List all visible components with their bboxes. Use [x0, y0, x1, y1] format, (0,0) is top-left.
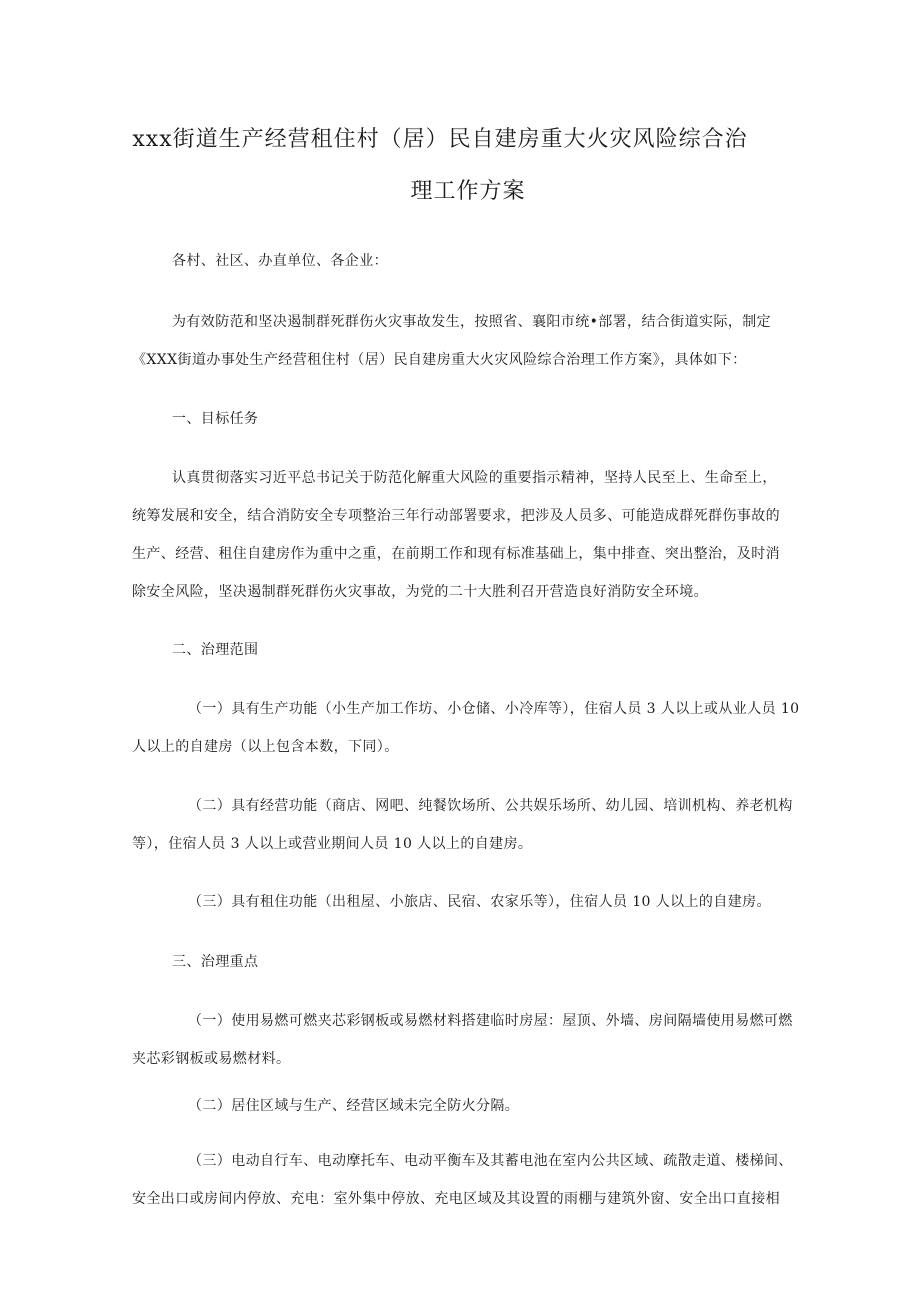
salutation: 各村、社区、办直单位、各企业：: [172, 253, 388, 269]
intro-line-1: 为有效防范和坚决遏制群死群伤火灾事故发生，按照省、襄阳市统•部署，结合街道实际，制定: [172, 314, 772, 330]
section-2-item-2-line-2: 等），住宿人员 3 人以上或营业期间人员 10 人以上的自建房。: [132, 836, 533, 852]
document-title-line-2: 理工作方案: [410, 179, 526, 204]
section-3-item-1-line-1: （一）使用易燃可燃夹芯彩钢板或易燃材料搭建临时房屋：屋顶、外墙、房间隔墙使用易燃可燃: [188, 1013, 793, 1029]
section-3-item-3-line-1: （三）电动自行车、电动摩托车、电动平衡车及其蓄电池在室内公共区域、疏散走道、楼梯间、: [188, 1153, 793, 1169]
section-1-line-2: 统筹发展和安全，结合消防安全专项整治三年行动部署要求，把涉及人员多、可能造成群死群伤事故的: [132, 508, 780, 524]
intro-line-2: 《XXX街道办事处生产经营租住村（居）民自建房重大火灾风险综合治理工作方案》，具体如下：: [132, 352, 747, 368]
section-2-item-2-line-1: （二）具有经营功能（商店、网吧、纯餐饮场所、公共娱乐场所、幼儿园、培训机构、养老机构: [188, 798, 793, 814]
section-1-line-4: 除安全风险，坚决遏制群死群伤火灾事故，为党的二十大胜利召开营造良好消防安全环境。: [132, 584, 708, 600]
section-3-item-3-line-2: 安全出口或房间内停放、充电：室外集中停放、充电区域及其设置的雨棚与建筑外窗、安全出口直接相: [132, 1191, 780, 1207]
section-1-line-3: 生产、经营、租住自建房作为重中之重，在前期工作和现有标准基础上，集中排查、突出整治，及时消: [132, 546, 780, 562]
section-2-item-3-line-1: （三）具有租住功能（出租屋、小旅店、民宿、农家乐等），住宿人员 10 人以上的自建房。: [188, 894, 771, 910]
document-title-line-1: xxx街道生产经营租住村（居）民自建房重大火灾风险综合治: [132, 127, 748, 152]
section-3-item-2-line-1: （二）居住区域与生产、经营区域未完全防火分隔。: [188, 1098, 520, 1114]
section-2-item-1-line-2: 人以上的自建房（以上包含本数，下同）。: [132, 739, 399, 755]
section-3-item-1-line-2: 夹芯彩钢板或易燃材料。: [132, 1051, 291, 1067]
section-1-heading: 一、目标任务: [172, 411, 259, 427]
section-2-item-1-line-1: （一）具有生产功能（小生产加工作坊、小仓储、小冷库等），住宿人员 3 人以上或从业人员 10: [188, 701, 800, 717]
section-3-heading: 三、治理重点: [172, 954, 259, 970]
section-1-line-1: 认真贯彻落实习近平总书记关于防范化解重大风险的重要指示精神，坚持人民至上、生命至上，: [172, 470, 777, 486]
section-2-heading: 二、治理范围: [172, 642, 259, 658]
